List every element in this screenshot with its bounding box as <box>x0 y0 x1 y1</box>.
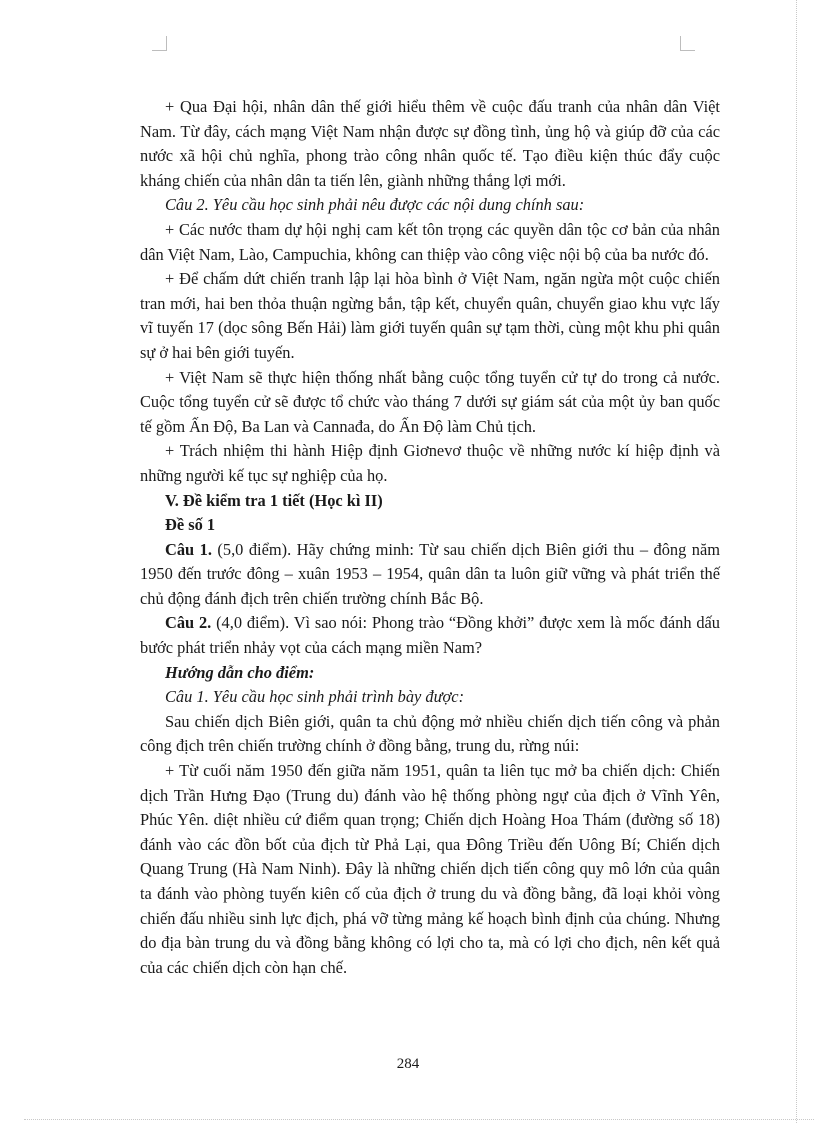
document-body <box>140 95 720 980</box>
answer-heading-question-2: Câu 2. Yêu cầu học sinh phải nêu được các nội dung chính sau: <box>165 195 585 215</box>
section-heading-test: V. Đề kiểm tra 1 tiết (Học kì II) <box>165 490 383 510</box>
grading-guide-heading: Hướng dẫn cho điểm: <box>165 662 315 682</box>
test-number-heading: Đề số 1 <box>165 515 216 535</box>
paragraph-responsibility: + Trách nhiệm thi hành Hiệp định Giơnevơ thuộc về những nước kí hiệp định và những người kế tục sự nghiệp của họ. <box>140 441 720 485</box>
question-2 <box>140 611 720 660</box>
page-number: 284 <box>396 1056 420 1072</box>
paragraph-congress-outcome: + Qua Đại hội, nhân dân thế giới hiểu thêm về cuộc đấu tranh của nhân dân Việt Nam. Từ đây, cách mạng Việt Nam nhận được sự đồng tình, ủng hộ và giúp đỡ của các nước xã hội chủ nghĩa, phong trào công nhân quốc tế. Tạo điều kiện thúc đẩy cuộc kháng chiến của nhân dân ta tiến lên, giành những thắng lợi mới. <box>140 97 720 190</box>
question-1-text: (5,0 điểm). Hãy chứng minh: Từ sau chiến dịch Biên giới thu – đông năm 1950 đến trước đông – xuân 1953 – 1954, quân dân ta luôn giữ vững và phát triển thế chủ động đánh địch trên chiến trường chính Bắc Bộ. <box>140 539 720 608</box>
crop-mark-top-left <box>152 36 167 51</box>
answer-heading-question-1: Câu 1. Yêu cầu học sinh phải trình bày được: <box>165 687 465 707</box>
question-1-label: Câu 1. <box>165 539 212 559</box>
paragraph-sovereignty: + Các nước tham dự hội nghị cam kết tôn trọng các quyền dân tộc cơ bản của nhân dân Việt Nam, Lào, Campuchia, không can thiệp vào công việc nội bộ của ba nước đó. <box>140 219 720 264</box>
right-border-dots <box>796 0 797 1123</box>
question-2-label: Câu 2. <box>165 613 212 633</box>
paragraph-ceasefire: + Để chấm dứt chiến tranh lập lại hòa bình ở Việt Nam, ngăn ngừa một cuộc chiến tran mới, hai ben thỏa thuận ngừng bắn, tập kết, chuyển quân, chuyển giao khu vực lấy vĩ tuyến 17 (dọc sông Bến Hải) làm giới tuyến quân sự tạm thời, cùng một khu phi quân sự ở hai bên giới tuyến. <box>140 269 720 362</box>
question-2-text: (4,0 điểm). Vì sao nói: Phong trào “Đồng khởi” được xem là mốc đánh dấu bước phát triển nhảy vọt của cách mạng miền Nam? <box>140 613 720 658</box>
bottom-border-dots <box>24 1119 814 1120</box>
question-1 <box>140 538 720 612</box>
crop-mark-top-right <box>680 36 695 51</box>
paragraph-election: + Việt Nam sẽ thực hiện thống nhất bằng cuộc tổng tuyển cử tự do trong cả nước. Cuộc tổng tuyển cử sẽ được tổ chức vào tháng 7 dưới sự giám sát của một ủy ban quốc tế gồm Ấn Độ, Ba Lan và Cannađa, do Ấn Độ làm Chủ tịch. <box>140 367 720 436</box>
paragraph-campaigns-detail: + Từ cuối năm 1950 đến giữa năm 1951, quân ta liên tục mở ba chiến dịch: Chiến dịch Trần Hưng Đạo (Trung du) đánh vào hệ thống phòng ngự của địch ở Vĩnh Yên, Phúc Yên. diệt nhiều cứ điểm quan trọng; Chiến dịch Hoàng Hoa Thám (đường số 18) đánh vào các đồn bốt của địch từ Phả Lại, qua Đông Triều đến Uông Bí; Chiến dịch Quang Trung (Hà Nam Ninh). Đây là những chiến dịch tiến công quy mô lớn của quân ta đánh vào phòng tuyến kiên cố của địch ở trung du và đồng bằng, đã loại khỏi vòng chiến đấu nhiều sinh lực địch, phá vỡ từng mảng kế hoạch bình định của chúng. Nhưng do địa bàn trung du và đồng bằng không có lợi cho ta, mà có lợi cho địch, nên kết quả của các chiến dịch còn hạn chế. <box>140 761 720 977</box>
paragraph-campaigns-intro: Sau chiến dịch Biên giới, quân ta chủ động mở nhiều chiến dịch tiến công và phản công địch trên chiến trường chính ở đồng bằng, trung du, rừng núi: <box>140 711 720 756</box>
